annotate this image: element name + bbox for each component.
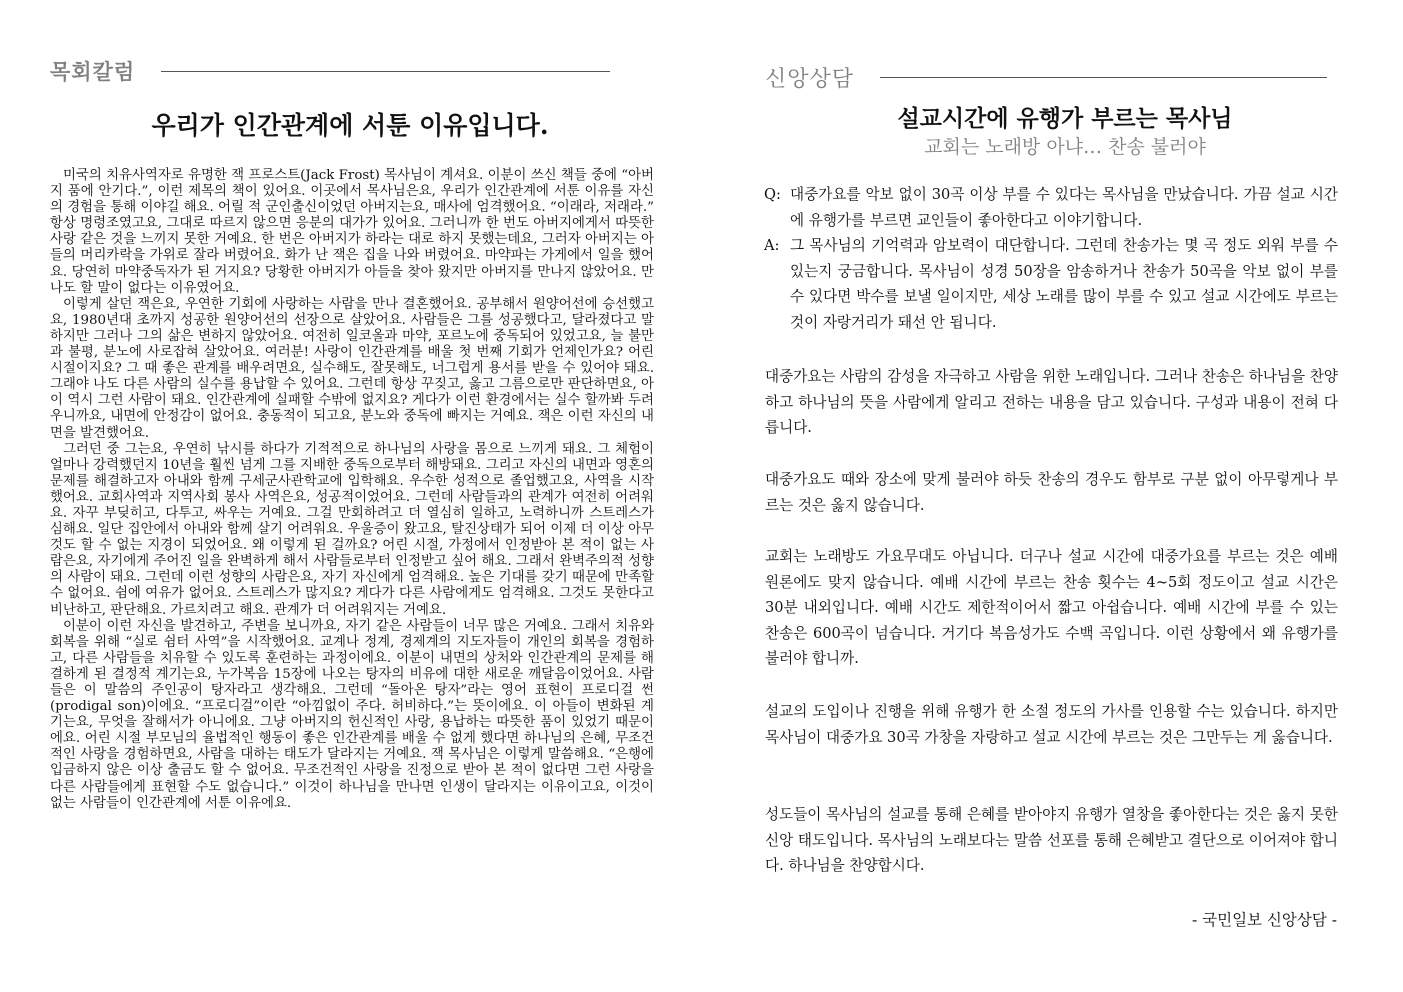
counseling-subtitle: 교회는 노래방 아냐… 찬송 불러야	[924, 136, 1206, 158]
counseling-paragraph: 교회는 노래방도 가요무대도 아닙니다. 더구나 설교 시간에 대중가요를 부르는 것은 예배 원론에도 맞지 않습니다. 예배 시간에 부르는 찬송 횟수는 4~5회 정도이고 설교 시간은 30분 내외입니다. 예배 시간도 제한적이어서 짧고 아쉽습니다. 예배 시간에 부를 수 있는 찬송은 600곡이 넘습니다. 거기다 복음성가도 수백 곡입니다. 이런 상황에서 왜 유행가를 불러야 합니까.	[765, 548, 1338, 668]
counseling-paragraph: 성도들이 목사님의 설교를 통해 은혜를 받아야지 유행가 열창을 좋아한다는 것은 옳지 못한 신앙 태도입니다. 목사님의 노래보다는 말씀 선포를 통해 은혜받고 결단으로 이어져야 합니다. 하나님을 찬양합시다.	[765, 806, 1338, 875]
question-mark-label: Q:	[764, 186, 781, 203]
answer-text: 그 목사님의 기억력과 암보력이 대단합니다. 그런데 찬송가는 몇 곡 정도 외워 부를 수 있는지 궁금합니다. 목사님이 성경 50장을 암송하거나 찬송가 50곡을 악보 없이 부를 수 있다면 박수를 보낼 일이지만, 세상 노래를 많이 부를 수 있고 설교 시간에도 부르는 것이 자랑거리가 돼선 안 됩니다.	[790, 237, 1338, 331]
question-text: 대중가요를 악보 없이 30곡 이상 부를 수 있다는 목사님을 만났습니다. 가끔 설교 시간에 유행가를 부르면 교인들이 좋아한다고 이야기합니다.	[790, 186, 1338, 229]
counseling-header	[765, 62, 1327, 93]
column-paragraph: 미국의 치유사역자로 유명한 잭 프로스트(Jack Frost) 목사님이 계셔요. 이분이 쓰신 책들 중에 “아버지 품에 안기다.”, 이런 제목의 책이 있어요. 이곳에서 목사님은요, 우리가 인간관계에 서툰 이유를 자신의 경험을 통해 이야길 해요. 어릴 적 군인출신이었던 아버지는요, 매사에 엄격했어요. “이래라, 저래라.” 항상 명령조였고요, 그대로 따르지 않으면 응분의 대가가 있어요. 그러니까 한 번도 아버지에게서 따뜻한 사랑 같은 것을 느끼지 못한 거예요. 한 번은 아버지가 하라는 대로 하지 못했는데요, 그러자 아버지는 아들의 머리카락을 가위로 잘라 버렸어요. 화가 난 잭은 집을 나와 버렸어요. 마약파는 가게에서 일을 했어요. 당연히 마약중독자가 된 거지요? 당황한 아버지가 아들을 찾아 왔지만 아버지를 만나지 않았어요. 만나도 할 말이 없다는 이유였어요.	[50, 168, 654, 296]
counseling-paragraph: 대중가요는 사람의 감성을 자극하고 사람을 위한 노래입니다. 그러나 찬송은 하나님을 찬양하고 하나님의 뜻을 사람에게 알리고 전하는 내용을 담고 있습니다. 구성과 내용이 전혀 다릅니다.	[765, 368, 1338, 437]
right-page	[700, 0, 1403, 992]
column-header	[50, 56, 610, 86]
column-body	[50, 168, 654, 812]
counseling-title: 설교시간에 유행가 부르는 목사님	[897, 105, 1233, 132]
header-rule	[880, 77, 1327, 78]
source-signature: - 국민일보 신앙상담 -	[1191, 911, 1337, 929]
column-paragraph: 그러던 중 그는요, 우연히 낚시를 하다가 기적적으로 하나님의 사랑을 몸으로 느끼게 돼요. 그 체험이 얼마나 강력했던지 10년을 훨씬 넘게 그를 지배한 중독으로부터 해방돼요. 그리고 자신의 내면과 영혼의 문제를 해결하고자 아내와 함께 구세군사관학교에 입학해요. 우수한 성적으로 졸업했고요, 사역을 시작했어요. 교회사역과 지역사회 봉사 사역은요, 성공적이었어요. 그런데 사람들과의 관계가 여전히 어려워요. 자꾸 부딪히고, 다투고, 싸우는 거예요. 그걸 만회하려고 더 열심히 일하고, 노력하니까 스트레스가 심해요. 일단 집안에서 아내와 함께 살기 어려워요. 우울증이 왔고요, 탈진상태가 되어 이제 더 이상 아무것도 할 수 없는 지경이 되었어요. 왜 이렇게 된 걸까요? 어린 시절, 가정에서 인정받아 본 적이 없는 사람은요, 자기에게 주어진 일을 완벽하게 해서 사람들로부터 인정받고 싶어 해요. 그래서 완벽주의적 성향의 사람이 돼요. 그런데 이런 성향의 사람은요, 자기 자신에게 엄격해요. 높은 기대를 갖기 때문에 만족할 수 없어요. 쉼에 여유가 없어요. 스트레스가 많지요? 게다가 다른 사람에게도 엄격해요. 그것도 못한다고 비난하고, 판단해요. 가르치려고 해요. 관계가 더 어려워지는 거예요.	[50, 441, 654, 618]
column-paragraph: 이렇게 살던 잭은요, 우연한 기회에 사랑하는 사람을 만나 결혼했어요. 공부해서 원양어선에 승선했고요, 1980년대 초까지 성공한 원양어선의 선장으로 살았어요. 사람들은 그를 성공했다고, 달라졌다고 말하지만 그러나 그의 삶은 변하지 않았어요. 여전히 일코올과 마약, 포르노에 중독되어 있었고요, 늘 불만과 불평, 분노에 사로잡혀 살았어요. 여러분! 사랑이 인간관계를 배울 첫 번째 기회가 언제인가요? 어린 시절이지요? 그 때 좋은 관계를 배우려면요, 실수해도, 잘못해도, 너그럽게 용서를 받을 수 있어야 돼요. 그래야 나도 다른 사람의 실수를 용납할 수 있어요. 그런데 항상 꾸짖고, 옳고 그름으로만 판단하면요, 아이 역시 그런 사람이 돼요. 인간관계에 실패할 수밖에 없지요? 게다가 이런 환경에서는 실수 할까봐 두려우니까요, 내면에 안정감이 없어요. 충동적이 되고요, 분노와 중독에 빠지는 거예요. 잭은 이런 자신의 내면을 발견했어요.	[50, 296, 654, 441]
question-answer-block	[764, 182, 1338, 336]
column-paragraph: 이분이 이런 자신을 발견하고, 주변을 보니까요, 자기 같은 사람들이 너무 많은 거예요. 그래서 치유와 회복을 위해 “실로 쉼터 사역”을 시작했어요. 교계나 정계, 경제계의 지도자들이 개인의 회복을 경험하고, 다른 사람들을 치유할 수 있도록 훈련하는 과정이에요. 이분이 내면의 상처와 인간관계의 문제를 해결하게 된 결정적 계기는요, 누가복음 15장에 나오는 탕자의 비유에 대한 새로운 깨달음이었어요. 사람들은 이 말씀의 주인공이 탕자라고 생각해요. 그런데 “돌아온 탕자”라는 영어 표현이 프로디걸 썬(prodigal son)이에요. “프로디걸”이란 “아낌없이 주다. 허비하다.”는 뜻이에요. 이 아들이 변화된 계기는요, 무엇을 잘해서가 아니에요. 그냥 아버지의 헌신적인 사랑, 용납하는 따뜻한 품이 있었기 때문이에요. 어린 시절 부모님의 율법적인 행동이 좋은 인간관계를 배울 수 없게 했다면 하나님의 은혜, 무조건적인 사랑을 경험하면요, 사람을 대하는 태도가 달라지는 거예요. 잭 목사님은 이렇게 말씀해요. “은행에 입금하지 않은 이상 출금도 할 수 없어요. 무조건적인 사랑을 진정으로 받아 본 적이 없다면 그런 사랑을 다른 사람들에게 표현할 수도 없습니다.” 이것이 하나님을 만나면 인생이 달라지는 이유이고요, 이것이 없는 사람들이 인간관계에 서툰 이유에요.	[50, 618, 654, 811]
header-rule	[161, 71, 610, 72]
column-title: 우리가 인간관계에 서툰 이유입니다.	[151, 111, 549, 140]
question	[764, 182, 1338, 233]
counseling-paragraph: 대중가요도 때와 장소에 맞게 불러야 하듯 찬송의 경우도 함부로 구분 없이 아무렇게나 부르는 것은 옳지 않습니다.	[765, 471, 1338, 514]
answer-mark-label: A:	[764, 237, 780, 255]
left-page	[0, 0, 700, 992]
section-label-faith-counseling: 신앙상담	[765, 67, 855, 92]
answer	[764, 233, 1338, 335]
section-label-pastor-column: 목회칼럼	[50, 59, 136, 84]
counseling-paragraph: 설교의 도입이나 진행을 위해 유행가 한 소절 정도의 가사를 인용할 수는 있습니다. 하지만 목사님이 대중가요 30곡 가창을 자랑하고 설교 시간에 부르는 것은 그만두는 게 옳습니다.	[765, 703, 1338, 746]
